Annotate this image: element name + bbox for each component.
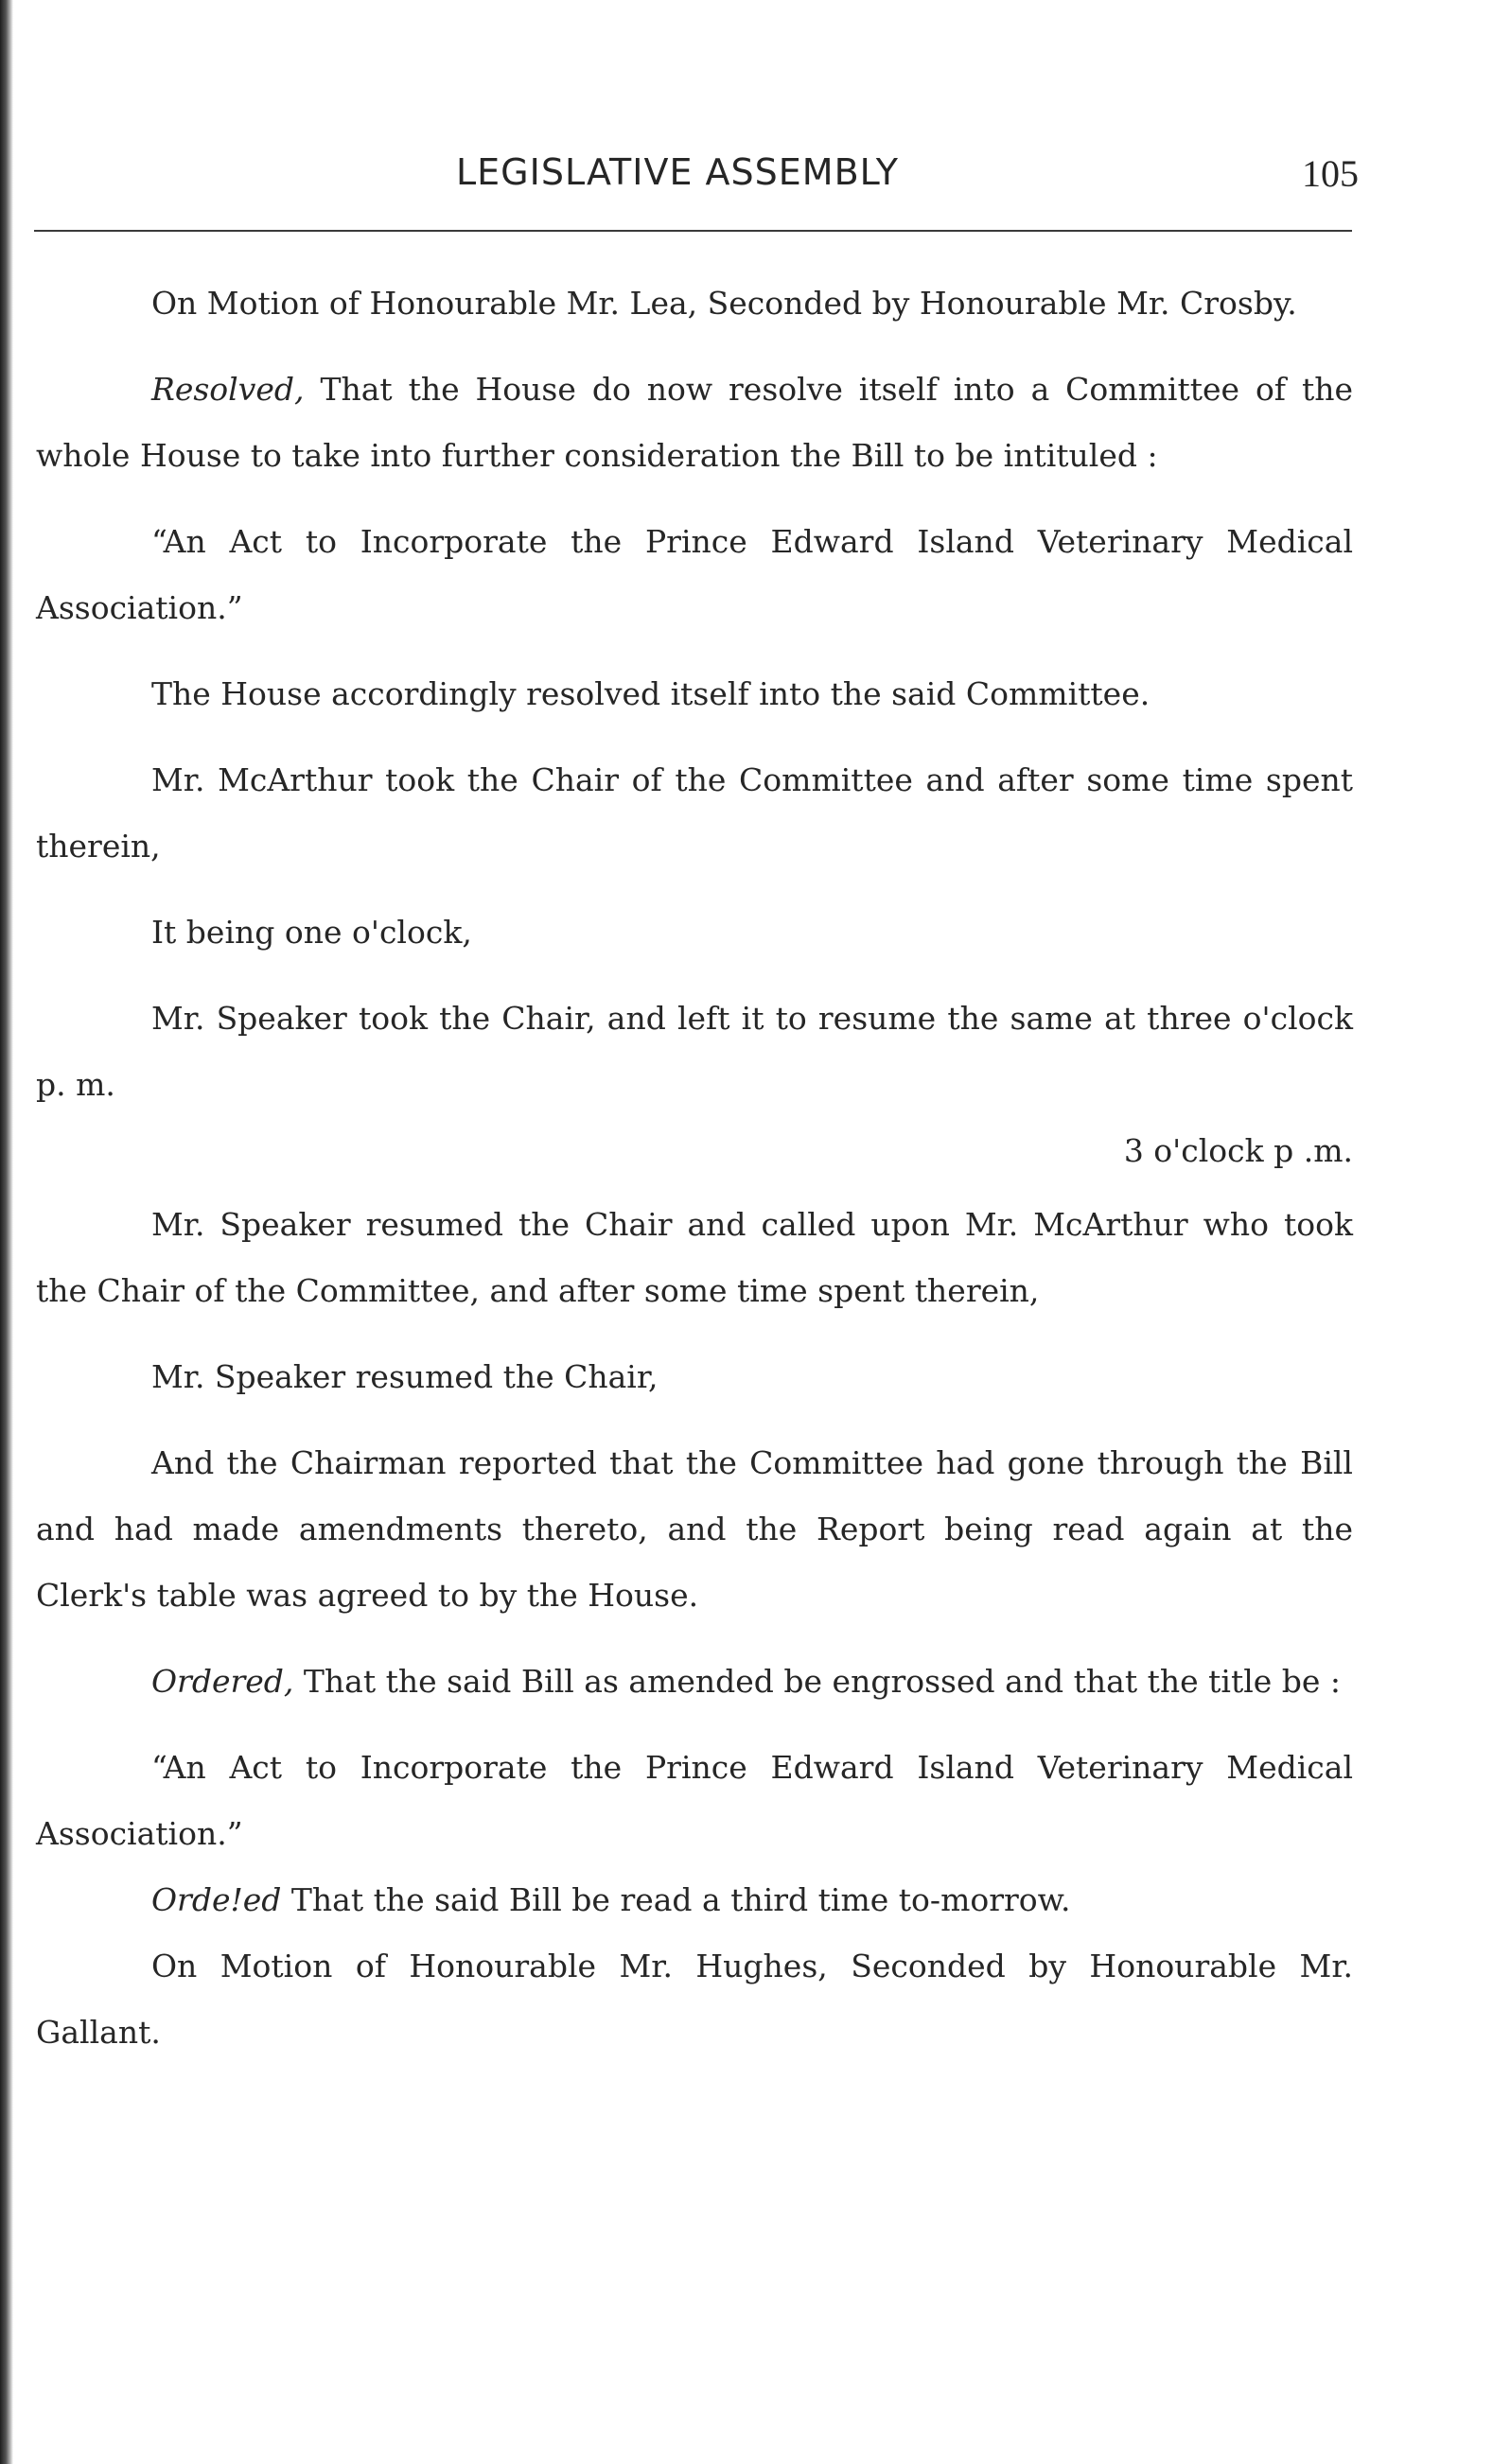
paragraph-ordered-engrossed: Ordered, That the said Bill as amended be engrossed and that the title be : [151,1663,1342,1700]
page-binding-shadow [0,0,13,2464]
header-rule [34,230,1352,232]
paragraph-bill-title-2: “An Act to Incorporate the Prince Edward Island Veterinary Medical Association.” [36,1749,1353,1852]
paragraph-one-oclock: It being one o'clock, [151,914,472,951]
paragraph-speaker-resumed: Mr. Speaker resumed the Chair and called upon Mr. McArthur who took the Chair of the Committee, and after some time spent therein, [36,1206,1353,1309]
running-title: LEGISLATIVE ASSEMBLY [456,151,899,193]
paragraph-speaker-left: Mr. Speaker took the Chair, and left it to resume the same at three o'clock p. m. [36,1000,1353,1103]
resolved-lead: Resolved, [151,371,305,408]
paragraph-speaker-resumed-chair: Mr. Speaker resumed the Chair, [151,1358,659,1395]
time-stamp: 3 o'clock p .m. [1123,1132,1353,1169]
page-body [36,271,1353,2086]
paragraph-resolved: Resolved, That the House do now resolve itself into a Committee of the whole House to take into further consideration the Bill to be intituled : [36,371,1353,474]
paragraph-motion-hughes: On Motion of Honourable Mr. Hughes, Seconded by Honourable Mr. Gallant. [36,1948,1353,2051]
paragraph-bill-title: “An Act to Incorporate the Prince Edward Island Veterinary Medical Association.” [36,523,1353,626]
paragraph-chairman-report: And the Chairman reported that the Committee had gone through the Bill and had made amendments thereto, and the Report being read again at the Clerk's table was agreed to by the House. [36,1444,1353,1614]
page-number: 105 [1302,152,1359,195]
paragraph-motion-lea: On Motion of Honourable Mr. Lea, Seconded by Honourable Mr. Crosby. [151,285,1297,322]
paragraph-third-reading: Orde!ed That the said Bill be read a third time to-morrow. [151,1881,1071,1918]
paragraph-committee-resolved: The House accordingly resolved itself into the said Committee. [151,675,1150,712]
ordered-lead: Ordered, [151,1663,294,1700]
ordered-lead-2: Orde!ed [151,1881,282,1918]
page-header [34,151,1359,208]
paragraph-mcarthur-chair: Mr. McArthur took the Chair of the Committee and after some time spent therein, [36,761,1353,865]
